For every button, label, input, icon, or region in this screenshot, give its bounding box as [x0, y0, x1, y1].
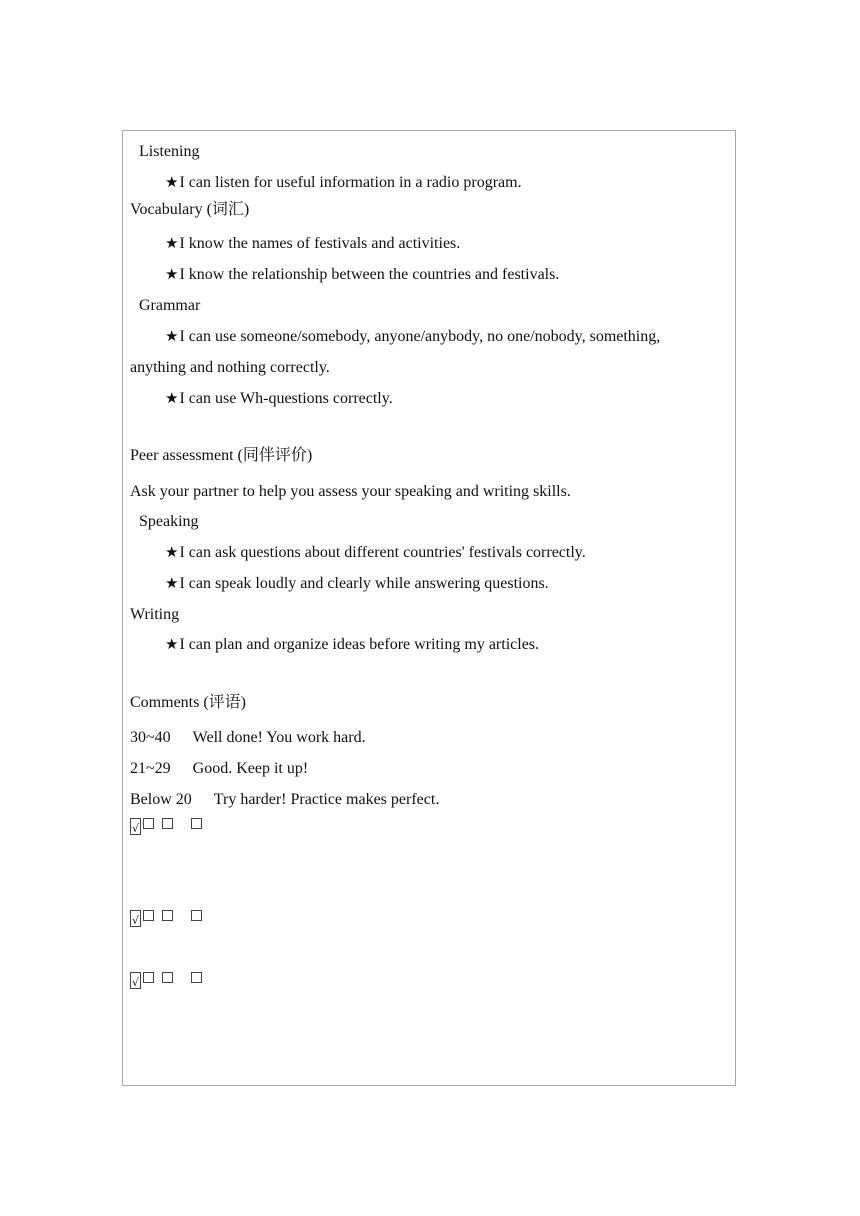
checked-checkbox[interactable]: √: [130, 818, 141, 835]
writing-heading: Writing: [130, 606, 180, 623]
checked-checkbox[interactable]: √: [130, 972, 141, 989]
score-range: 21~29: [130, 760, 171, 777]
grammar-heading: Grammar: [139, 297, 201, 314]
checkbox[interactable]: [162, 910, 173, 921]
star-icon: ★: [165, 173, 179, 191]
grammar-item-text: I can use Wh-questions correctly.: [179, 390, 393, 407]
speaking-item-2: [165, 573, 549, 594]
speaking-heading: Speaking: [139, 513, 199, 530]
writing-item-text: I can plan and organize ideas before writing my articles.: [179, 636, 540, 653]
score-range: Below 20: [130, 791, 192, 808]
speaking-item-text: I can speak loudly and clearly while answering questions.: [179, 575, 549, 592]
grammar-item-1: [165, 326, 660, 347]
listening-item-1: [165, 172, 522, 193]
star-icon: ★: [165, 234, 179, 252]
writing-item-1: [165, 634, 539, 655]
star-icon: ★: [165, 265, 179, 283]
checkbox[interactable]: [162, 972, 173, 983]
listening-item-text: I can listen for useful information in a radio program.: [179, 174, 522, 191]
peer-assessment-heading: Peer assessment (同伴评价): [130, 447, 313, 464]
star-icon: ★: [165, 327, 179, 345]
peer-assessment-instruction: Ask your partner to help you assess your speaking and writing skills.: [130, 483, 571, 500]
vocabulary-item-text: I know the names of festivals and activities.: [179, 235, 461, 252]
checkbox[interactable]: [143, 972, 154, 983]
star-icon: ★: [165, 543, 179, 561]
star-icon: ★: [165, 574, 179, 592]
comments-heading: Comments (评语): [130, 694, 246, 711]
listening-heading: Listening: [139, 143, 200, 160]
checkbox[interactable]: [162, 818, 173, 829]
comment-row: [130, 728, 366, 748]
star-icon: ★: [165, 389, 179, 407]
checkbox[interactable]: [143, 910, 154, 921]
checked-checkbox[interactable]: √: [130, 910, 141, 927]
speaking-item-1: [165, 542, 586, 563]
vocabulary-item-2: [165, 264, 559, 285]
checkbox[interactable]: [191, 910, 202, 921]
grammar-item-2: [165, 388, 393, 409]
score-range: 30~40: [130, 729, 171, 746]
comment-row: [130, 790, 439, 810]
vocabulary-item-text: I know the relationship between the countries and festivals.: [179, 266, 560, 283]
grammar-item-1-continued: anything and nothing correctly.: [130, 359, 330, 376]
comment-text: Good. Keep it up!: [192, 760, 309, 777]
comment-row: [130, 759, 308, 779]
checkbox[interactable]: [143, 818, 154, 829]
speaking-item-text: I can ask questions about different countries' festivals correctly.: [179, 544, 586, 561]
checkbox[interactable]: [191, 818, 202, 829]
comment-text: Try harder! Practice makes perfect.: [213, 791, 440, 808]
grammar-item-text: I can use someone/somebody, anyone/anybody, no one/nobody, something,: [179, 328, 661, 345]
star-icon: ★: [165, 635, 179, 653]
checkbox[interactable]: [191, 972, 202, 983]
vocabulary-item-1: [165, 233, 460, 254]
vocabulary-heading: Vocabulary (词汇): [130, 201, 250, 218]
comment-text: Well done! You work hard.: [192, 729, 366, 746]
